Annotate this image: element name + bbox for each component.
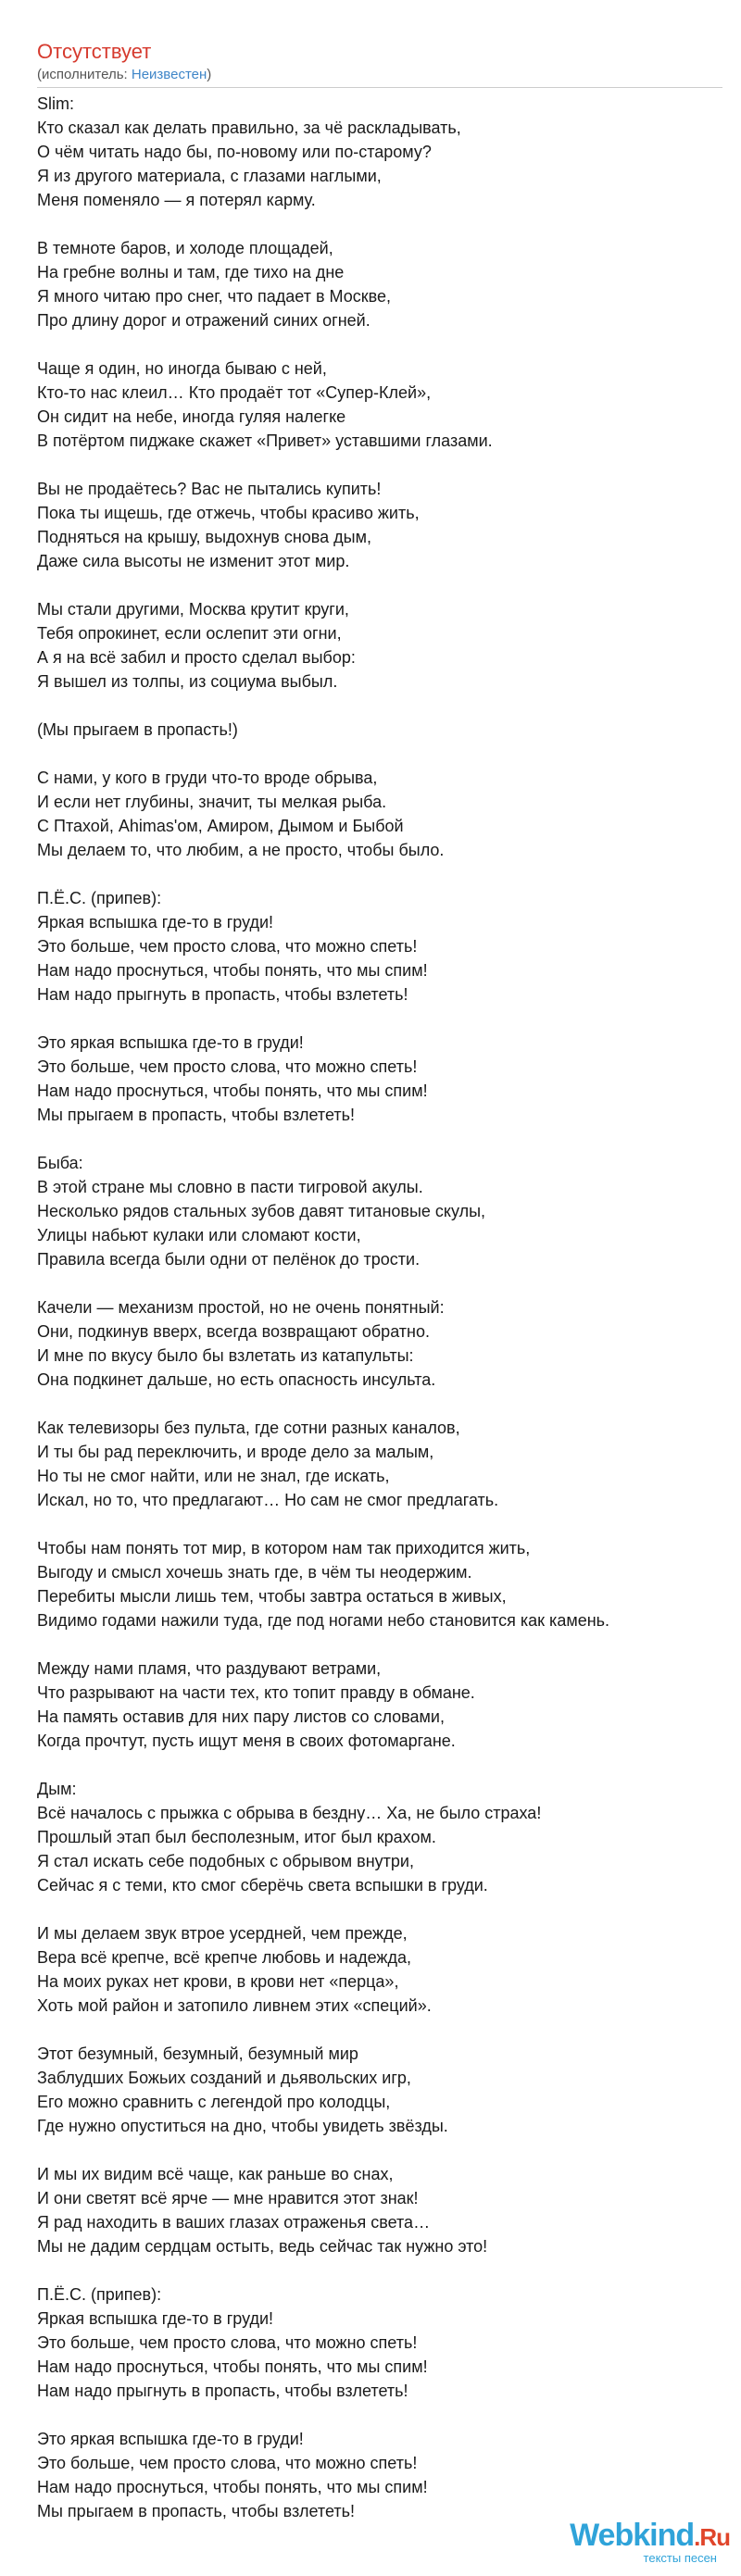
song-title: Отсутствует bbox=[37, 40, 152, 63]
artist-link[interactable]: Неизвестен bbox=[131, 67, 207, 82]
artist-line bbox=[37, 67, 211, 83]
watermark-logo bbox=[570, 2520, 730, 2553]
watermark-brand: Webkind bbox=[570, 2518, 695, 2553]
watermark-tld: .Ru bbox=[694, 2523, 730, 2551]
watermark-tagline: тексты песен bbox=[643, 2551, 717, 2565]
header-divider bbox=[37, 87, 722, 88]
artist-prefix: (исполнитель: bbox=[37, 67, 132, 82]
webkind-watermark bbox=[570, 2520, 730, 2565]
artist-suffix: ) bbox=[207, 67, 212, 82]
lyrics-text: Slim: Кто сказал как делать правильно, за чё раскладывать, О чём читать надо бы, по-новому или по-старому? Я из другого материала, с глазами наглыми, Меня поменяло — я потерял карму. В темноте баров, и холоде площадей, На гребне волны и там, где тихо на дне Я много читаю про снег, что падает в Москве, Про длину дорог и отражений синих огней. Чаще я один, но иногда бываю с ней, Кто-то нас клеил… Кто продаёт тот «Супер-Клей», Он сидит на небе, иногда гуляя налегке В потёртом пиджаке скажет «Привет» уставшими глазами. Вы не продаётесь? Вас не пытались купить! Пока ты ищешь, где отжечь, чтобы красиво жить, Подняться на крышу, выдохнув снова дым, Даже сила высоты не изменит этот мир. Мы стали другими, Москва крутит круги, Тебя опрокинет, если ослепит эти огни, А я на всё забил и просто сделал выбор: Я вышел из толпы, из социума выбыл. (Мы прыгаем в пропасть!) С нами, у кого в груди что-то вроде обрыва, И если нет глубины, значит, ты мелкая рыба. С Птахой, Ahimas'ом, Амиром, Дымом и Быбой Мы делаем то, что любим, а не просто, чтобы было. П.Ё.С. (припев): Яркая вспышка где-то в груди! Это больше, чем просто слова, что можно спеть! Нам надо проснуться, чтобы понять, что мы спим! Нам надо прыгнуть в пропасть, чтобы взлететь! Это яркая вспышка где-то в груди! Это больше, чем просто слова, что можно спеть! Нам надо проснуться, чтобы понять, что мы спим! Мы прыгаем в пропасть, чтобы взлететь! Быба: В этой стране мы словно в пасти тигровой акулы. Несколько рядов стальных зубов давят титановые скулы, Улицы набьют кулаки или сломают кости, Правила всегда были одни от пелёнок до трости. Качели — механизм простой, но не очень понятный: Они, подкинув вверх, всегда возвращают обратно. И мне по вкусу было бы взлетать из катапульты: Она подкинет дальше, но есть опасность инсульта. Как телевизоры без пульта, где сотни разных каналов, И ты бы рад переключить, и вроде дело за малым, Но ты не смог найти, или не знал, где искать, Искал, но то, что предлагают… Но сам не смог предлагать. Чтобы нам понять тот мир, в котором нам так приходится жить, Выгоду и смысл хочешь знать где, в чём ты неодержим. Перебиты мысли лишь тем, чтобы завтра остаться в живых, Видимо годами нажили туда, где под ногами небо становится как камень. Между нами пламя, что раздувают ветрами, Что разрывают на части тех, кто топит правду в обмане. На память оставив для них пару листов со словами, Когда прочтут, пусть ищут меня в своих фотомаргане. Дым: Всё началось с прыжка с обрыва в бездну… Ха, не было страха! Прошлый этап был бесполезным, итог был крахом. Я стал искать себе подобных с обрывом внутри, Сейчас я с теми, кто смог сберёчь света вспышки в груди. И мы делаем звук втрое усердней, чем прежде, Вера всё крепче, всё крепче любовь и надежда, На моих руках нет крови, в крови нет «перца», Хоть мой район и затопило ливнем этих «специй». Этот безумный, безумный, безумный мир Заблудших Божьих созданий и дьявольских игр, Его можно сравнить с легендой про колодцы, Где нужно опуститься на дно, чтобы увидеть звёзды. И мы их видим всё чаще, как раньше во снах, И они светят всё ярче — мне нравится этот знак! Я рад находить в ваших глазах отраженья света… Мы не дадим сердцам остыть, ведь сейчас так нужно это! П.Ё.С. (припев): Яркая вспышка где-то в груди! Это больше, чем просто слова, что можно спеть! Нам надо проснуться, чтобы понять, что мы спим! Нам надо прыгнуть в пропасть, чтобы взлететь! Это яркая вспышка где-то в груди! Это больше, чем просто слова, что можно спеть! Нам надо проснуться, чтобы понять, что мы спим! Мы прыгаем в пропасть, чтобы взлететь! bbox=[37, 94, 610, 2520]
